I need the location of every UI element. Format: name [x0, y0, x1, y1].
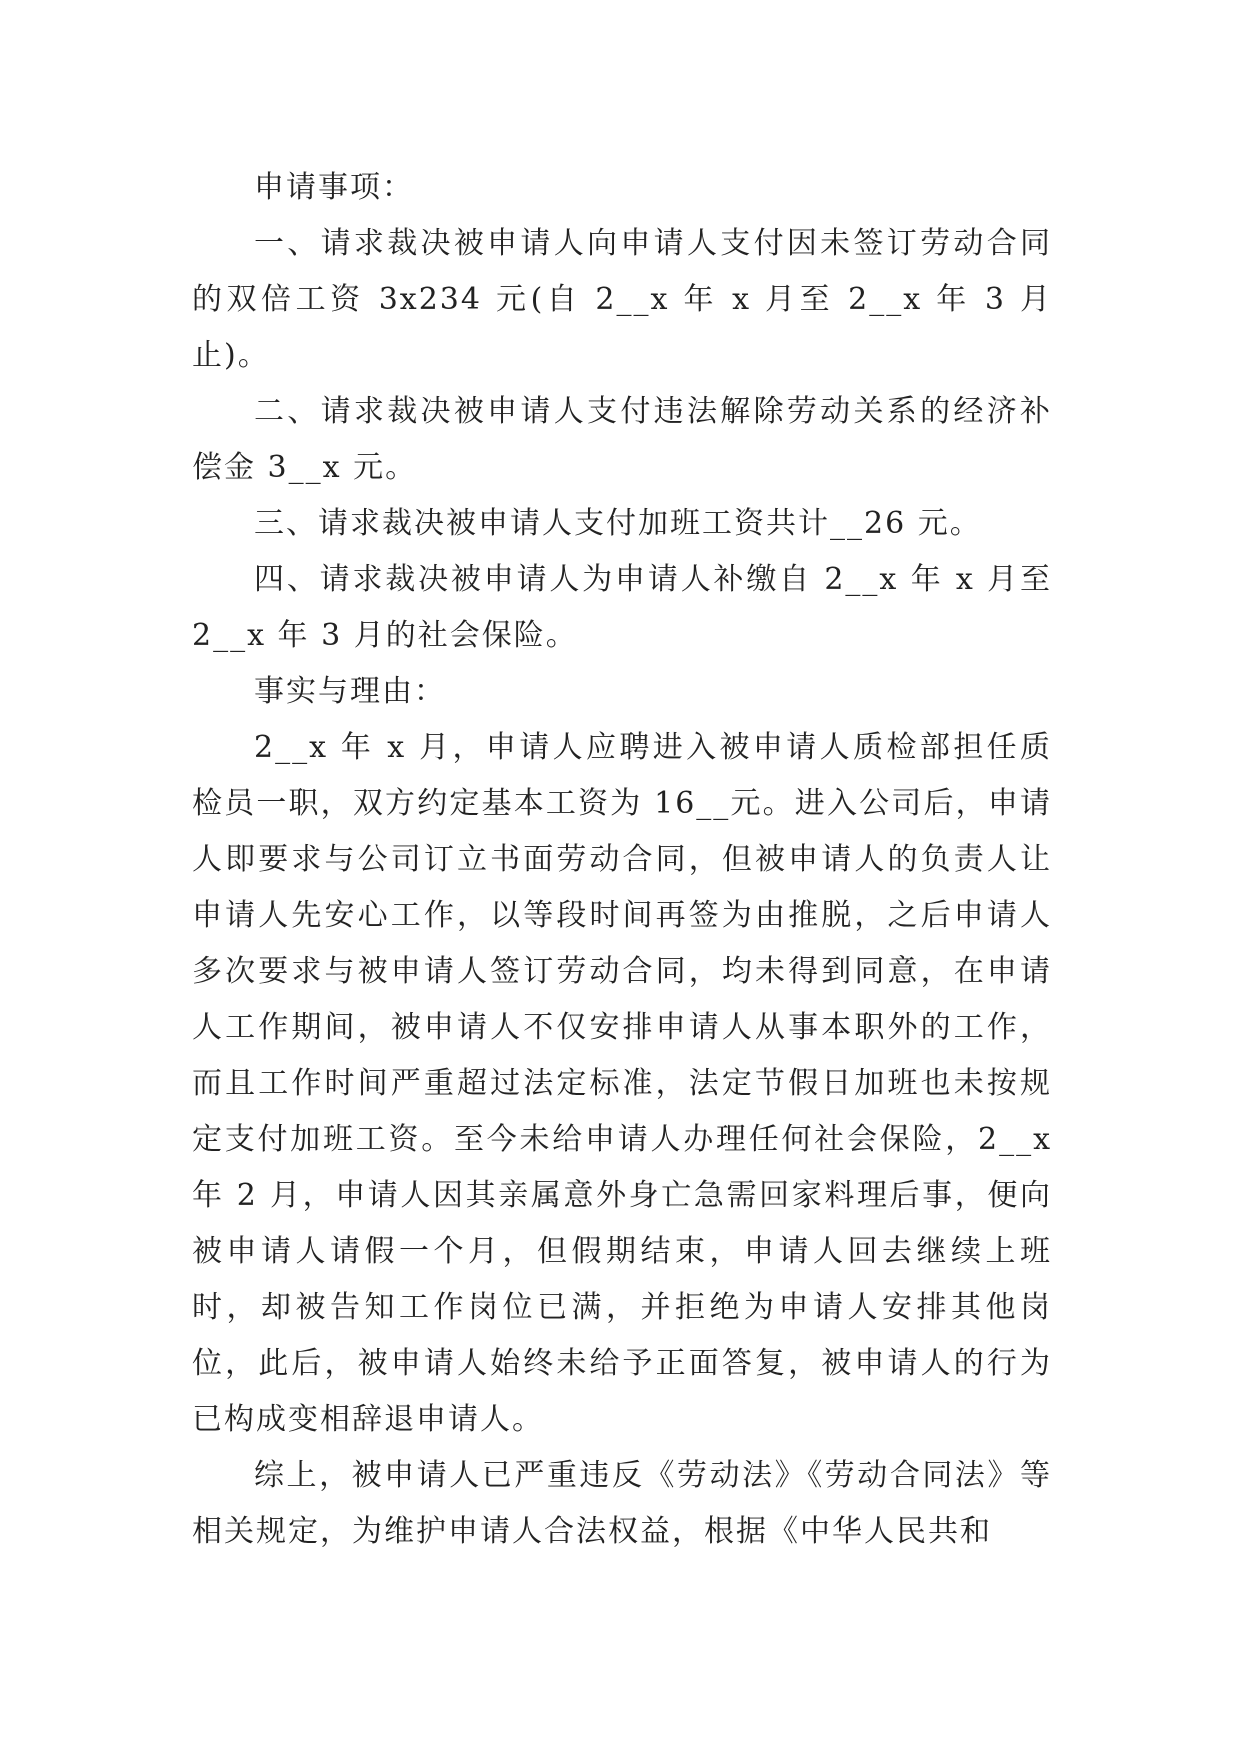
- heading-facts-and-reasons: 事实与理由：: [254, 674, 446, 709]
- facts-paragraph: 2__x 年 x 月，申请人应聘进入被申请人质检部担任质检员一职，双方约定基本工资为 16__元。进入公司后，申请人即要求与公司订立书面劳动合同，但被申请人的负责人让申请人先安心工作，以等段时间再签为由推脱，之后申请人多次要求与被申请人签订劳动合同，均未得到同意，在申请人工作期间，被申请人不仅安排申请人从事本职外的工作，而且工作时间严重超过法定标准，法定节假日加班也未按规定支付加班工资。至今未给申请人办理任何社会保险，2__x 年 2 月，申请人因其亲属意外身亡急需回家料理后事，便向被申请人请假一个月，但假期结束，申请人回去继续上班时，却被告知工作岗位已满，并拒绝为申请人安排其他岗位，此后，被申请人始终未给予正面答复，被申请人的行为已构成变相辞退申请人。: [192, 730, 1052, 1437]
- heading-application-items: 申请事项：: [254, 170, 414, 205]
- claim-item-1: 一、请求裁决被申请人向申请人支付因未签订劳动合同的双倍工资 3x234 元(自 2__x 年 x 月至 2__x 年 3 月止)。: [192, 226, 1052, 373]
- conclusion-paragraph: 综上，被申请人已严重违反《劳动法》《劳动合同法》等相关规定，为维护申请人合法权益，根据《中华人民共和: [192, 1458, 1052, 1549]
- claim-item-4: 四、请求裁决被申请人为申请人补缴自 2__x 年 x 月至 2__x 年 3 月的社会保险。: [192, 562, 1052, 653]
- document-body: [192, 160, 1052, 1560]
- claim-item-2: 二、请求裁决被申请人支付违法解除劳动关系的经济补偿金 3__x 元。: [192, 394, 1052, 485]
- claim-item-3: 三、请求裁决被申请人支付加班工资共计__26 元。: [254, 506, 982, 541]
